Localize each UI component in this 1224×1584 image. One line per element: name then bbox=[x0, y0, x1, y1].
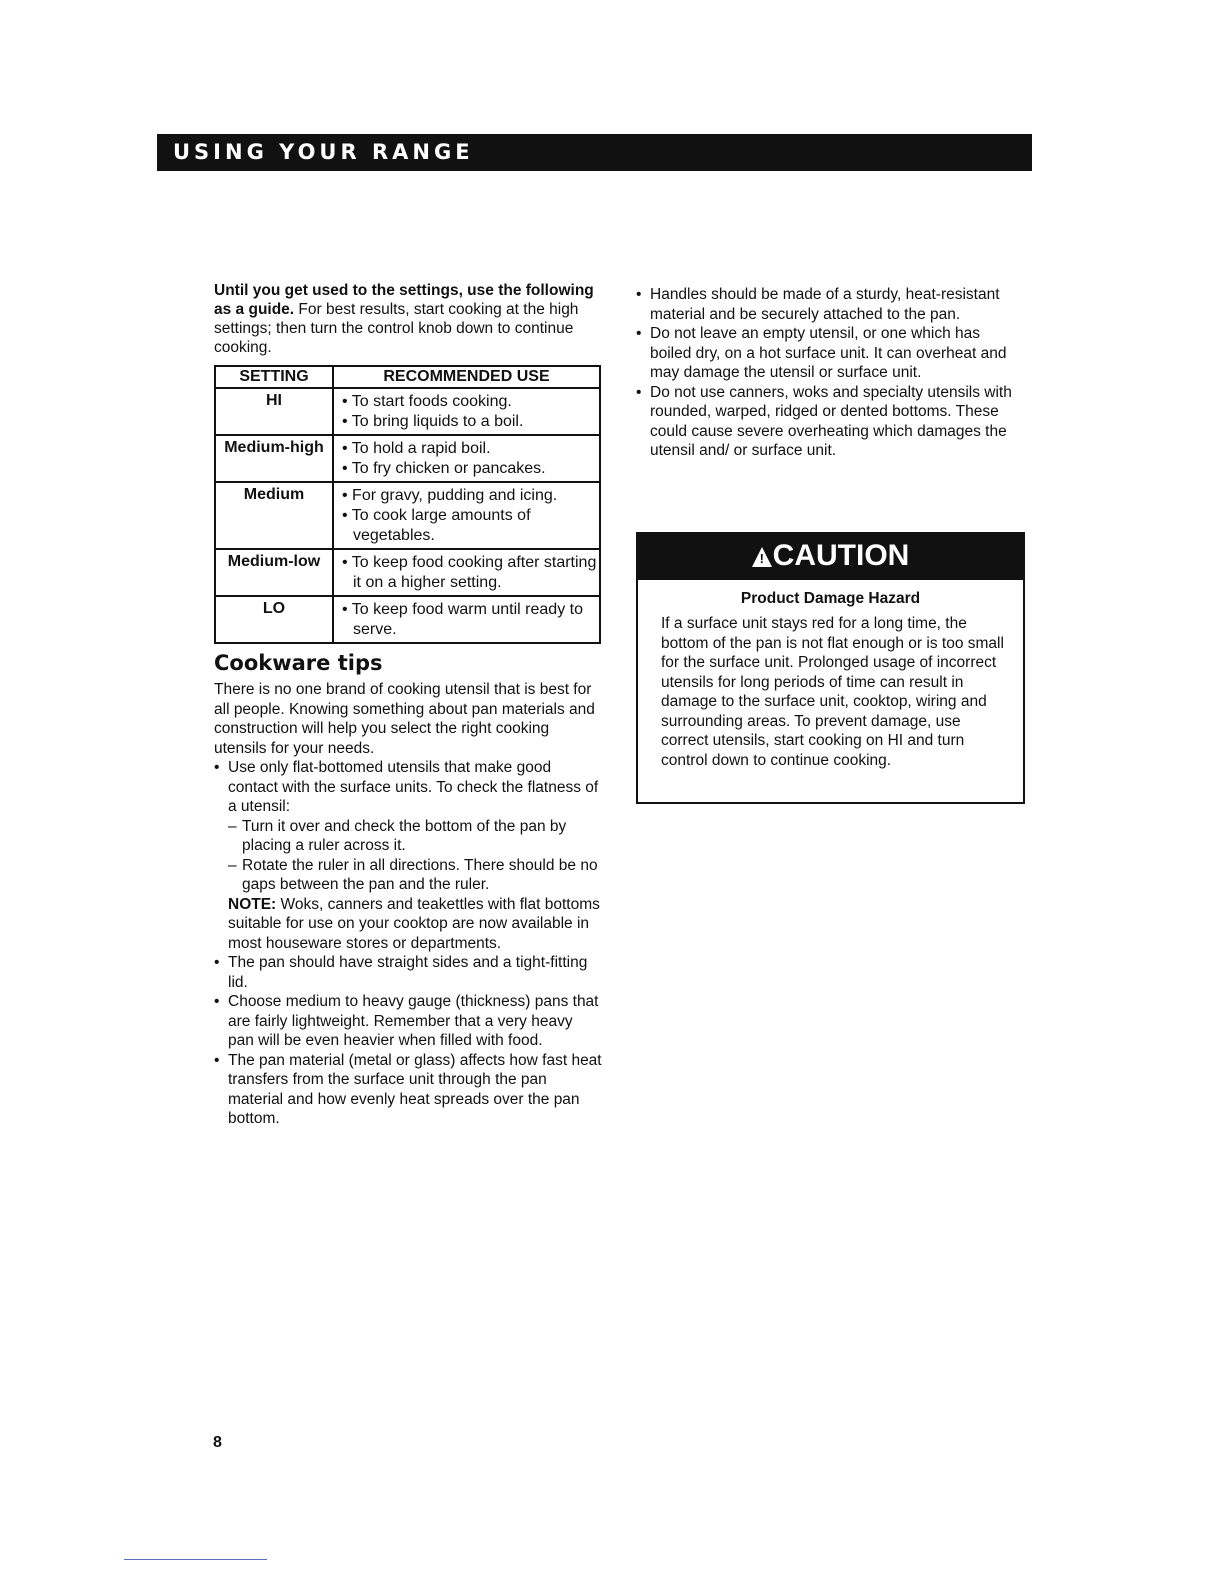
handles-bullet-list bbox=[636, 285, 1022, 461]
bullet-text: Use only flat-bottomed utensils that make good contact with the surface units. To check the flatness of a utensil: bbox=[228, 759, 599, 815]
section-header-title: USING YOUR RANGE bbox=[173, 140, 474, 164]
cookware-intro: There is no one brand of cooking utensil that is best for all people. Knowing something about pan materials and construction will help you select the right cooking utensils for your needs. bbox=[214, 681, 595, 757]
footer-rule bbox=[124, 1559, 267, 1560]
right-column bbox=[636, 285, 1022, 461]
caution-box bbox=[636, 532, 1025, 804]
uses-cell bbox=[333, 388, 600, 435]
use-item: • To bring liquids to a boil. bbox=[342, 413, 524, 430]
column-header-setting: SETTING bbox=[215, 366, 333, 388]
caution-header bbox=[638, 532, 1023, 580]
cookware-tips-heading: Cookware tips bbox=[214, 651, 383, 675]
list-item bbox=[214, 758, 602, 953]
list-item: • Handles should be made of a sturdy, heat-resistant material and be securely attached to the pan. bbox=[636, 285, 1022, 324]
setting-cell: Medium-high bbox=[215, 435, 333, 482]
uses-cell bbox=[333, 435, 600, 482]
setting-cell: LO bbox=[215, 596, 333, 643]
note-paragraph bbox=[228, 895, 602, 954]
intro-bold: Until you get used to the settings, use the following as a guide. bbox=[214, 282, 594, 318]
use-item: • For gravy, pudding and icing. bbox=[342, 487, 558, 504]
table-row bbox=[215, 435, 600, 482]
cookware-bullet-list bbox=[214, 758, 602, 1129]
hazard-title: Product Damage Hazard bbox=[740, 590, 921, 607]
note-text: Woks, canners and teakettles with flat bottoms suitable for use on your cooktop are now available in most houseware stores or departments. bbox=[228, 895, 600, 952]
setting-cell: HI bbox=[215, 388, 333, 435]
intro-paragraph bbox=[214, 281, 602, 357]
caution-label: CAUTION bbox=[772, 539, 910, 572]
column-header-recommended-use: RECOMMENDED USE bbox=[333, 366, 600, 388]
use-item: • To start foods cooking. bbox=[342, 393, 512, 410]
uses-cell bbox=[333, 596, 600, 643]
use-item: • To keep food warm until ready to serve. bbox=[342, 601, 583, 638]
uses-cell bbox=[333, 549, 600, 596]
table-header-row bbox=[215, 366, 600, 388]
use-item: • To fry chicken or pancakes. bbox=[342, 460, 546, 477]
note-label: NOTE: bbox=[228, 895, 277, 913]
table-row bbox=[215, 482, 600, 549]
section-header bbox=[157, 134, 1032, 171]
dash-list bbox=[228, 817, 602, 895]
caution-text: If a surface unit stays red for a long time, the bottom of the pan is not flat enough or is too small for the surface unit. Prolonged usage of incorrect utensils for long periods of time can result in damage to the surface unit, cooktop, wiring and surrounding areas. To prevent damage, use correct utensils, start cooking on HI and turn control down to continue cooking. bbox=[661, 615, 1004, 769]
left-column bbox=[214, 281, 602, 1129]
table-row bbox=[215, 549, 600, 596]
list-item: • The pan material (metal or glass) affects how fast heat transfers from the surface unit through the pan material and how evenly heat spreads over the pan bottom. bbox=[214, 1051, 602, 1129]
warning-triangle-icon: ! bbox=[752, 547, 772, 567]
list-item: • Do not use canners, woks and specialty utensils with rounded, warped, ridged or dented bottoms. These could cause severe overheating which damages the utensil and/ or surface unit. bbox=[636, 383, 1022, 461]
use-item: • To hold a rapid boil. bbox=[342, 440, 491, 457]
list-item: • Choose medium to heavy gauge (thickness) pans that are fairly lightweight. Remember that a very heavy pan will be even heavier when filled with food. bbox=[214, 992, 602, 1051]
dash-item: – Rotate the ruler in all directions. There should be no gaps between the pan and the ruler. bbox=[228, 856, 602, 895]
settings-table bbox=[214, 365, 601, 644]
list-item: • Do not leave an empty utensil, or one which has boiled dry, on a hot surface unit. It can overheat and may damage the utensil or surface unit. bbox=[636, 324, 1022, 383]
table-row bbox=[215, 596, 600, 643]
use-item: • To cook large amounts of vegetables. bbox=[342, 507, 531, 544]
table-row bbox=[215, 388, 600, 435]
intro-rest: For best results, start cooking at the high settings; then turn the control knob down to continue cooking. bbox=[214, 301, 579, 356]
page-number: 8 bbox=[213, 1434, 222, 1451]
uses-cell bbox=[333, 482, 600, 549]
list-item: • The pan should have straight sides and a tight-fitting lid. bbox=[214, 953, 602, 992]
setting-cell: Medium bbox=[215, 482, 333, 549]
use-item: • To keep food cooking after starting it on a higher setting. bbox=[342, 554, 597, 591]
dash-item: – Turn it over and check the bottom of the pan by placing a ruler across it. bbox=[228, 817, 602, 856]
setting-cell: Medium-low bbox=[215, 549, 333, 596]
